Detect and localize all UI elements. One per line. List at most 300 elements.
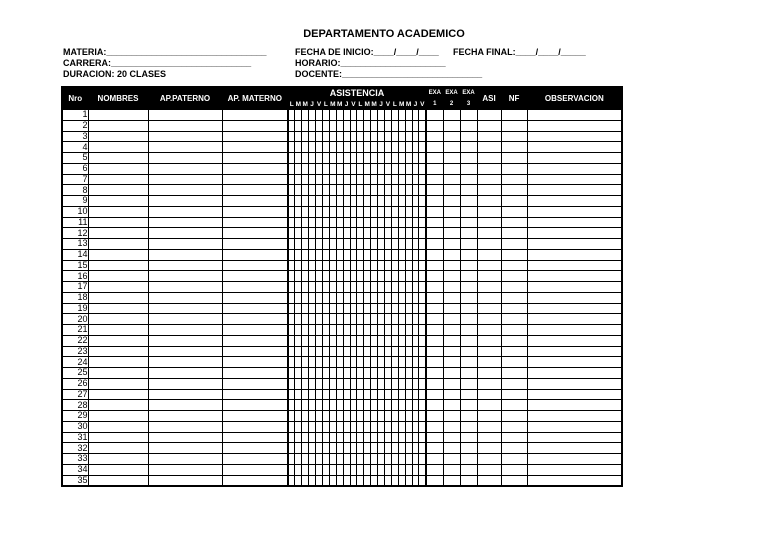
attendance-cell[interactable]	[378, 153, 385, 164]
attendance-cell[interactable]	[398, 142, 405, 153]
attendance-cell[interactable]	[419, 249, 426, 260]
entry-cell[interactable]	[88, 110, 148, 121]
attendance-cell[interactable]	[405, 346, 412, 357]
attendance-cell[interactable]	[329, 292, 336, 303]
entry-cell[interactable]	[477, 142, 501, 153]
entry-cell[interactable]	[426, 443, 443, 454]
attendance-cell[interactable]	[329, 163, 336, 174]
docente-field[interactable]: DOCENTE:____________________________	[295, 69, 483, 79]
entry-cell[interactable]	[88, 357, 148, 368]
attendance-cell[interactable]	[322, 464, 329, 475]
attendance-cell[interactable]	[364, 432, 371, 443]
attendance-cell[interactable]	[322, 131, 329, 142]
attendance-cell[interactable]	[371, 357, 378, 368]
entry-cell[interactable]	[501, 335, 527, 346]
entry-cell[interactable]	[88, 411, 148, 422]
entry-cell[interactable]	[443, 228, 460, 239]
attendance-cell[interactable]	[316, 174, 323, 185]
entry-cell[interactable]	[477, 357, 501, 368]
attendance-cell[interactable]	[412, 110, 419, 121]
entry-cell[interactable]	[527, 389, 622, 400]
attendance-cell[interactable]	[316, 120, 323, 131]
attendance-cell[interactable]	[405, 142, 412, 153]
entry-cell[interactable]	[88, 314, 148, 325]
entry-cell[interactable]	[443, 142, 460, 153]
attendance-cell[interactable]	[288, 443, 295, 454]
entry-cell[interactable]	[443, 239, 460, 250]
attendance-cell[interactable]	[322, 443, 329, 454]
attendance-cell[interactable]	[343, 185, 350, 196]
attendance-cell[interactable]	[419, 335, 426, 346]
attendance-cell[interactable]	[288, 475, 295, 486]
attendance-cell[interactable]	[329, 346, 336, 357]
attendance-cell[interactable]	[343, 454, 350, 465]
attendance-cell[interactable]	[309, 174, 316, 185]
attendance-cell[interactable]	[357, 292, 364, 303]
attendance-cell[interactable]	[336, 142, 343, 153]
attendance-cell[interactable]	[343, 196, 350, 207]
attendance-cell[interactable]	[343, 249, 350, 260]
entry-cell[interactable]	[527, 239, 622, 250]
entry-cell[interactable]	[222, 249, 288, 260]
attendance-cell[interactable]	[316, 454, 323, 465]
entry-cell[interactable]	[88, 292, 148, 303]
attendance-cell[interactable]	[302, 432, 309, 443]
attendance-cell[interactable]	[343, 378, 350, 389]
attendance-cell[interactable]	[378, 228, 385, 239]
attendance-cell[interactable]	[391, 217, 398, 228]
entry-cell[interactable]	[527, 185, 622, 196]
attendance-cell[interactable]	[405, 196, 412, 207]
entry-cell[interactable]	[477, 271, 501, 282]
attendance-cell[interactable]	[378, 389, 385, 400]
attendance-cell[interactable]	[391, 335, 398, 346]
entry-cell[interactable]	[148, 389, 222, 400]
entry-cell[interactable]	[148, 303, 222, 314]
attendance-cell[interactable]	[391, 464, 398, 475]
attendance-cell[interactable]	[329, 411, 336, 422]
attendance-cell[interactable]	[343, 174, 350, 185]
attendance-cell[interactable]	[357, 174, 364, 185]
attendance-cell[interactable]	[391, 228, 398, 239]
attendance-cell[interactable]	[391, 131, 398, 142]
attendance-cell[interactable]	[371, 378, 378, 389]
attendance-cell[interactable]	[316, 131, 323, 142]
entry-cell[interactable]	[222, 260, 288, 271]
attendance-cell[interactable]	[371, 120, 378, 131]
attendance-cell[interactable]	[336, 400, 343, 411]
entry-cell[interactable]	[426, 432, 443, 443]
attendance-cell[interactable]	[357, 357, 364, 368]
attendance-cell[interactable]	[350, 239, 357, 250]
attendance-cell[interactable]	[302, 454, 309, 465]
attendance-cell[interactable]	[378, 131, 385, 142]
attendance-cell[interactable]	[302, 282, 309, 293]
attendance-cell[interactable]	[329, 303, 336, 314]
attendance-cell[interactable]	[384, 378, 391, 389]
entry-cell[interactable]	[460, 142, 477, 153]
entry-cell[interactable]	[148, 196, 222, 207]
attendance-cell[interactable]	[419, 239, 426, 250]
entry-cell[interactable]	[222, 110, 288, 121]
attendance-cell[interactable]	[419, 475, 426, 486]
attendance-cell[interactable]	[405, 411, 412, 422]
attendance-cell[interactable]	[412, 443, 419, 454]
attendance-cell[interactable]	[419, 400, 426, 411]
attendance-cell[interactable]	[384, 325, 391, 336]
attendance-cell[interactable]	[419, 389, 426, 400]
entry-cell[interactable]	[527, 282, 622, 293]
entry-cell[interactable]	[527, 196, 622, 207]
entry-cell[interactable]	[426, 314, 443, 325]
attendance-cell[interactable]	[419, 206, 426, 217]
attendance-cell[interactable]	[350, 432, 357, 443]
entry-cell[interactable]	[460, 411, 477, 422]
attendance-cell[interactable]	[322, 475, 329, 486]
attendance-cell[interactable]	[357, 249, 364, 260]
attendance-cell[interactable]	[419, 303, 426, 314]
attendance-cell[interactable]	[288, 368, 295, 379]
attendance-cell[interactable]	[350, 314, 357, 325]
attendance-cell[interactable]	[302, 411, 309, 422]
entry-cell[interactable]	[477, 432, 501, 443]
attendance-cell[interactable]	[412, 292, 419, 303]
attendance-cell[interactable]	[288, 163, 295, 174]
entry-cell[interactable]	[222, 421, 288, 432]
attendance-cell[interactable]	[364, 249, 371, 260]
entry-cell[interactable]	[426, 206, 443, 217]
attendance-cell[interactable]	[288, 411, 295, 422]
attendance-cell[interactable]	[309, 153, 316, 164]
attendance-cell[interactable]	[302, 346, 309, 357]
attendance-cell[interactable]	[329, 314, 336, 325]
attendance-cell[interactable]	[316, 335, 323, 346]
attendance-cell[interactable]	[288, 432, 295, 443]
entry-cell[interactable]	[501, 454, 527, 465]
attendance-cell[interactable]	[302, 368, 309, 379]
attendance-cell[interactable]	[316, 153, 323, 164]
entry-cell[interactable]	[527, 400, 622, 411]
attendance-cell[interactable]	[288, 110, 295, 121]
entry-cell[interactable]	[443, 131, 460, 142]
attendance-cell[interactable]	[378, 335, 385, 346]
attendance-cell[interactable]	[329, 217, 336, 228]
entry-cell[interactable]	[501, 432, 527, 443]
entry-cell[interactable]	[501, 464, 527, 475]
entry-cell[interactable]	[88, 174, 148, 185]
entry-cell[interactable]	[148, 239, 222, 250]
entry-cell[interactable]	[222, 335, 288, 346]
attendance-cell[interactable]	[329, 357, 336, 368]
entry-cell[interactable]	[426, 110, 443, 121]
entry-cell[interactable]	[460, 292, 477, 303]
entry-cell[interactable]	[527, 335, 622, 346]
attendance-cell[interactable]	[412, 389, 419, 400]
attendance-cell[interactable]	[391, 206, 398, 217]
entry-cell[interactable]	[443, 314, 460, 325]
entry-cell[interactable]	[148, 464, 222, 475]
attendance-cell[interactable]	[329, 432, 336, 443]
entry-cell[interactable]	[426, 421, 443, 432]
attendance-cell[interactable]	[322, 454, 329, 465]
attendance-cell[interactable]	[391, 378, 398, 389]
attendance-cell[interactable]	[316, 110, 323, 121]
entry-cell[interactable]	[443, 217, 460, 228]
entry-cell[interactable]	[222, 185, 288, 196]
attendance-cell[interactable]	[322, 153, 329, 164]
attendance-cell[interactable]	[329, 228, 336, 239]
entry-cell[interactable]	[501, 443, 527, 454]
entry-cell[interactable]	[426, 131, 443, 142]
attendance-cell[interactable]	[350, 357, 357, 368]
entry-cell[interactable]	[501, 163, 527, 174]
attendance-cell[interactable]	[419, 110, 426, 121]
attendance-cell[interactable]	[295, 174, 302, 185]
entry-cell[interactable]	[426, 325, 443, 336]
entry-cell[interactable]	[222, 314, 288, 325]
attendance-cell[interactable]	[384, 110, 391, 121]
entry-cell[interactable]	[443, 346, 460, 357]
attendance-cell[interactable]	[309, 249, 316, 260]
attendance-cell[interactable]	[405, 325, 412, 336]
attendance-cell[interactable]	[336, 346, 343, 357]
attendance-cell[interactable]	[288, 174, 295, 185]
attendance-cell[interactable]	[412, 260, 419, 271]
attendance-cell[interactable]	[357, 421, 364, 432]
attendance-cell[interactable]	[350, 464, 357, 475]
attendance-cell[interactable]	[378, 314, 385, 325]
attendance-cell[interactable]	[398, 163, 405, 174]
attendance-cell[interactable]	[350, 368, 357, 379]
attendance-cell[interactable]	[357, 185, 364, 196]
attendance-cell[interactable]	[309, 292, 316, 303]
entry-cell[interactable]	[477, 325, 501, 336]
attendance-cell[interactable]	[364, 464, 371, 475]
entry-cell[interactable]	[148, 368, 222, 379]
entry-cell[interactable]	[426, 217, 443, 228]
attendance-cell[interactable]	[357, 110, 364, 121]
entry-cell[interactable]	[148, 142, 222, 153]
entry-cell[interactable]	[527, 228, 622, 239]
attendance-cell[interactable]	[398, 153, 405, 164]
attendance-cell[interactable]	[343, 217, 350, 228]
attendance-cell[interactable]	[336, 303, 343, 314]
attendance-cell[interactable]	[357, 228, 364, 239]
attendance-cell[interactable]	[364, 271, 371, 282]
attendance-cell[interactable]	[419, 432, 426, 443]
attendance-cell[interactable]	[378, 185, 385, 196]
entry-cell[interactable]	[527, 163, 622, 174]
entry-cell[interactable]	[222, 153, 288, 164]
entry-cell[interactable]	[477, 421, 501, 432]
attendance-cell[interactable]	[302, 400, 309, 411]
entry-cell[interactable]	[501, 110, 527, 121]
attendance-cell[interactable]	[336, 249, 343, 260]
entry-cell[interactable]	[460, 153, 477, 164]
entry-cell[interactable]	[426, 271, 443, 282]
attendance-cell[interactable]	[398, 271, 405, 282]
attendance-cell[interactable]	[343, 206, 350, 217]
entry-cell[interactable]	[148, 120, 222, 131]
attendance-cell[interactable]	[302, 142, 309, 153]
attendance-cell[interactable]	[419, 217, 426, 228]
entry-cell[interactable]	[527, 346, 622, 357]
entry-cell[interactable]	[460, 464, 477, 475]
attendance-cell[interactable]	[357, 206, 364, 217]
entry-cell[interactable]	[501, 217, 527, 228]
entry-cell[interactable]	[501, 389, 527, 400]
entry-cell[interactable]	[501, 239, 527, 250]
attendance-cell[interactable]	[364, 303, 371, 314]
attendance-cell[interactable]	[309, 110, 316, 121]
entry-cell[interactable]	[477, 314, 501, 325]
attendance-cell[interactable]	[316, 464, 323, 475]
attendance-cell[interactable]	[302, 239, 309, 250]
horario-field[interactable]: HORARIO:_____________________	[295, 58, 446, 68]
entry-cell[interactable]	[148, 475, 222, 486]
attendance-cell[interactable]	[398, 432, 405, 443]
attendance-cell[interactable]	[398, 174, 405, 185]
attendance-cell[interactable]	[364, 389, 371, 400]
entry-cell[interactable]	[222, 303, 288, 314]
attendance-cell[interactable]	[295, 163, 302, 174]
attendance-cell[interactable]	[398, 389, 405, 400]
attendance-cell[interactable]	[398, 475, 405, 486]
attendance-cell[interactable]	[343, 411, 350, 422]
attendance-cell[interactable]	[405, 110, 412, 121]
attendance-cell[interactable]	[336, 131, 343, 142]
attendance-cell[interactable]	[336, 282, 343, 293]
attendance-cell[interactable]	[378, 368, 385, 379]
attendance-cell[interactable]	[309, 228, 316, 239]
attendance-cell[interactable]	[329, 368, 336, 379]
attendance-cell[interactable]	[343, 335, 350, 346]
entry-cell[interactable]	[501, 249, 527, 260]
attendance-cell[interactable]	[364, 260, 371, 271]
entry-cell[interactable]	[88, 217, 148, 228]
entry-cell[interactable]	[443, 185, 460, 196]
attendance-cell[interactable]	[288, 389, 295, 400]
attendance-cell[interactable]	[371, 292, 378, 303]
entry-cell[interactable]	[527, 325, 622, 336]
attendance-cell[interactable]	[419, 314, 426, 325]
attendance-cell[interactable]	[336, 454, 343, 465]
attendance-cell[interactable]	[419, 357, 426, 368]
materia-field[interactable]: MATERIA:________________________________	[63, 47, 267, 57]
attendance-cell[interactable]	[412, 368, 419, 379]
entry-cell[interactable]	[148, 335, 222, 346]
attendance-cell[interactable]	[398, 443, 405, 454]
attendance-cell[interactable]	[309, 282, 316, 293]
attendance-cell[interactable]	[398, 120, 405, 131]
entry-cell[interactable]	[460, 475, 477, 486]
attendance-cell[interactable]	[302, 464, 309, 475]
attendance-cell[interactable]	[357, 271, 364, 282]
entry-cell[interactable]	[443, 120, 460, 131]
attendance-cell[interactable]	[419, 228, 426, 239]
attendance-cell[interactable]	[384, 228, 391, 239]
attendance-cell[interactable]	[378, 432, 385, 443]
entry-cell[interactable]	[443, 260, 460, 271]
entry-cell[interactable]	[222, 389, 288, 400]
attendance-cell[interactable]	[371, 303, 378, 314]
attendance-cell[interactable]	[357, 378, 364, 389]
entry-cell[interactable]	[527, 368, 622, 379]
attendance-cell[interactable]	[329, 454, 336, 465]
entry-cell[interactable]	[477, 454, 501, 465]
attendance-cell[interactable]	[398, 411, 405, 422]
attendance-cell[interactable]	[302, 421, 309, 432]
entry-cell[interactable]	[222, 174, 288, 185]
attendance-cell[interactable]	[364, 325, 371, 336]
attendance-cell[interactable]	[398, 335, 405, 346]
entry-cell[interactable]	[501, 282, 527, 293]
attendance-cell[interactable]	[371, 206, 378, 217]
attendance-cell[interactable]	[336, 206, 343, 217]
attendance-cell[interactable]	[343, 228, 350, 239]
entry-cell[interactable]	[222, 400, 288, 411]
attendance-cell[interactable]	[398, 357, 405, 368]
carrera-field[interactable]: CARRERA:____________________________	[63, 58, 252, 68]
entry-cell[interactable]	[222, 475, 288, 486]
attendance-cell[interactable]	[309, 432, 316, 443]
attendance-cell[interactable]	[391, 475, 398, 486]
attendance-cell[interactable]	[329, 389, 336, 400]
attendance-cell[interactable]	[364, 196, 371, 207]
entry-cell[interactable]	[222, 131, 288, 142]
attendance-cell[interactable]	[316, 260, 323, 271]
attendance-cell[interactable]	[412, 153, 419, 164]
attendance-cell[interactable]	[419, 185, 426, 196]
attendance-cell[interactable]	[295, 314, 302, 325]
attendance-cell[interactable]	[309, 475, 316, 486]
attendance-cell[interactable]	[288, 206, 295, 217]
attendance-cell[interactable]	[412, 454, 419, 465]
attendance-cell[interactable]	[336, 260, 343, 271]
entry-cell[interactable]	[460, 185, 477, 196]
entry-cell[interactable]	[460, 271, 477, 282]
attendance-cell[interactable]	[288, 292, 295, 303]
attendance-cell[interactable]	[398, 249, 405, 260]
entry-cell[interactable]	[527, 421, 622, 432]
attendance-cell[interactable]	[419, 153, 426, 164]
entry-cell[interactable]	[426, 282, 443, 293]
entry-cell[interactable]	[88, 389, 148, 400]
attendance-cell[interactable]	[371, 185, 378, 196]
attendance-cell[interactable]	[357, 120, 364, 131]
entry-cell[interactable]	[426, 120, 443, 131]
attendance-cell[interactable]	[357, 239, 364, 250]
attendance-cell[interactable]	[378, 325, 385, 336]
attendance-cell[interactable]	[316, 443, 323, 454]
attendance-cell[interactable]	[378, 110, 385, 121]
attendance-cell[interactable]	[302, 260, 309, 271]
attendance-cell[interactable]	[309, 185, 316, 196]
attendance-cell[interactable]	[391, 303, 398, 314]
entry-cell[interactable]	[426, 228, 443, 239]
attendance-cell[interactable]	[288, 196, 295, 207]
entry-cell[interactable]	[222, 239, 288, 250]
entry-cell[interactable]	[148, 443, 222, 454]
attendance-cell[interactable]	[322, 260, 329, 271]
attendance-cell[interactable]	[412, 411, 419, 422]
attendance-cell[interactable]	[329, 142, 336, 153]
attendance-cell[interactable]	[357, 196, 364, 207]
entry-cell[interactable]	[222, 346, 288, 357]
attendance-cell[interactable]	[371, 454, 378, 465]
entry-cell[interactable]	[426, 378, 443, 389]
attendance-cell[interactable]	[412, 185, 419, 196]
